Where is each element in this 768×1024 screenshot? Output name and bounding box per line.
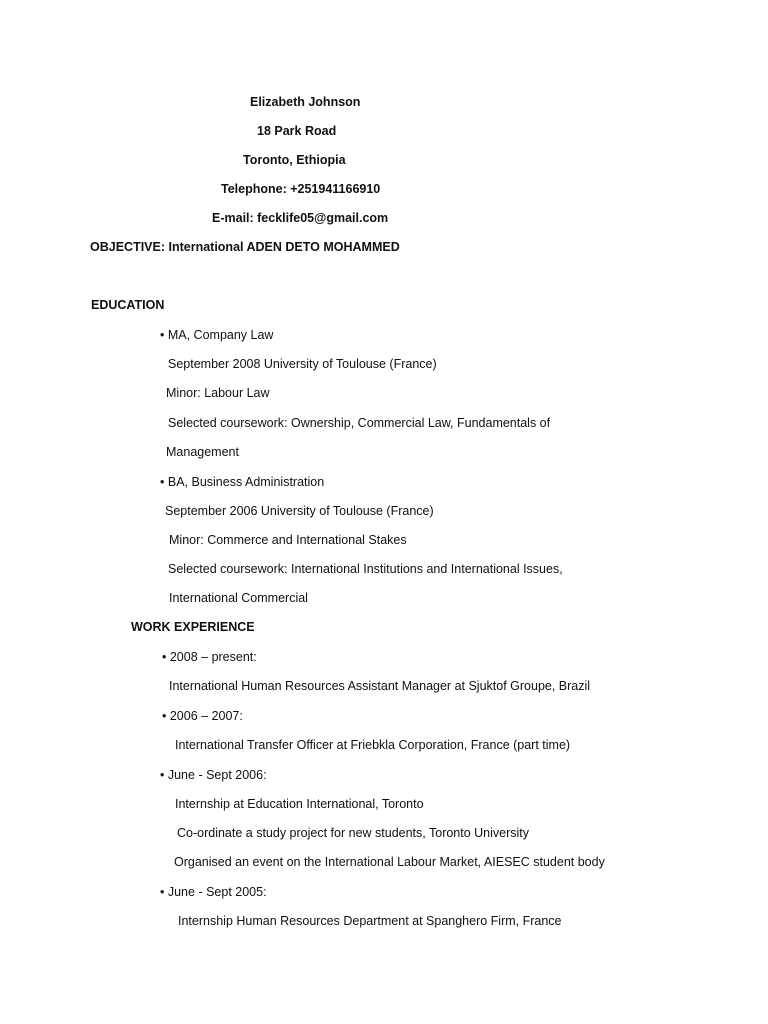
- work-heading: WORK EXPERIENCE: [131, 620, 255, 634]
- work-3-period: • June - Sept 2006:: [160, 767, 267, 783]
- degree-2-minor: Minor: Commerce and International Stakes: [169, 533, 407, 547]
- work-1-period: • 2008 – present:: [162, 649, 257, 665]
- email: E-mail: fecklife05@gmail.com: [212, 211, 389, 225]
- degree-2-coursework-2: International Commercial: [169, 591, 308, 605]
- address-line-2: Toronto, Ethiopia: [243, 153, 346, 167]
- degree-1-minor: Minor: Labour Law: [166, 386, 270, 400]
- telephone: Telephone: +251941166910: [221, 182, 381, 196]
- degree-1-coursework-1: Selected coursework: Ownership, Commercial Law, Fundamentals of: [168, 416, 551, 430]
- work-3-line-1: Internship at Education International, Toronto: [175, 797, 424, 811]
- degree-2-title: • BA, Business Administration: [160, 474, 324, 490]
- work-1-line-1: International Human Resources Assistant Manager at Sjuktof Groupe, Brazil: [169, 679, 591, 693]
- objective: OBJECTIVE: International ADEN DETO MOHAMMED: [90, 240, 400, 254]
- work-3-line-3: Organised an event on the International Labour Market, AIESEC student body: [174, 855, 605, 869]
- degree-1-dates: September 2008 University of Toulouse (France): [168, 357, 437, 371]
- work-3-line-2: Co-ordinate a study project for new students, Toronto University: [177, 826, 530, 840]
- address-line-1: 18 Park Road: [257, 124, 337, 138]
- degree-2-dates: September 2006 University of Toulouse (France): [165, 504, 434, 518]
- work-4-period: • June - Sept 2005:: [160, 884, 267, 900]
- education-heading: EDUCATION: [91, 298, 165, 312]
- work-2-period: • 2006 – 2007:: [162, 708, 243, 724]
- degree-2-coursework-1: Selected coursework: International Institutions and International Issues,: [168, 562, 563, 576]
- degree-1-title: • MA, Company Law: [160, 327, 273, 343]
- work-2-line-1: International Transfer Officer at Friebkla Corporation, France (part time): [175, 738, 571, 752]
- degree-1-coursework-2: Management: [166, 445, 239, 459]
- applicant-name: Elizabeth Johnson: [250, 95, 361, 109]
- work-4-line-1: Internship Human Resources Department at Spanghero Firm, France: [178, 914, 562, 928]
